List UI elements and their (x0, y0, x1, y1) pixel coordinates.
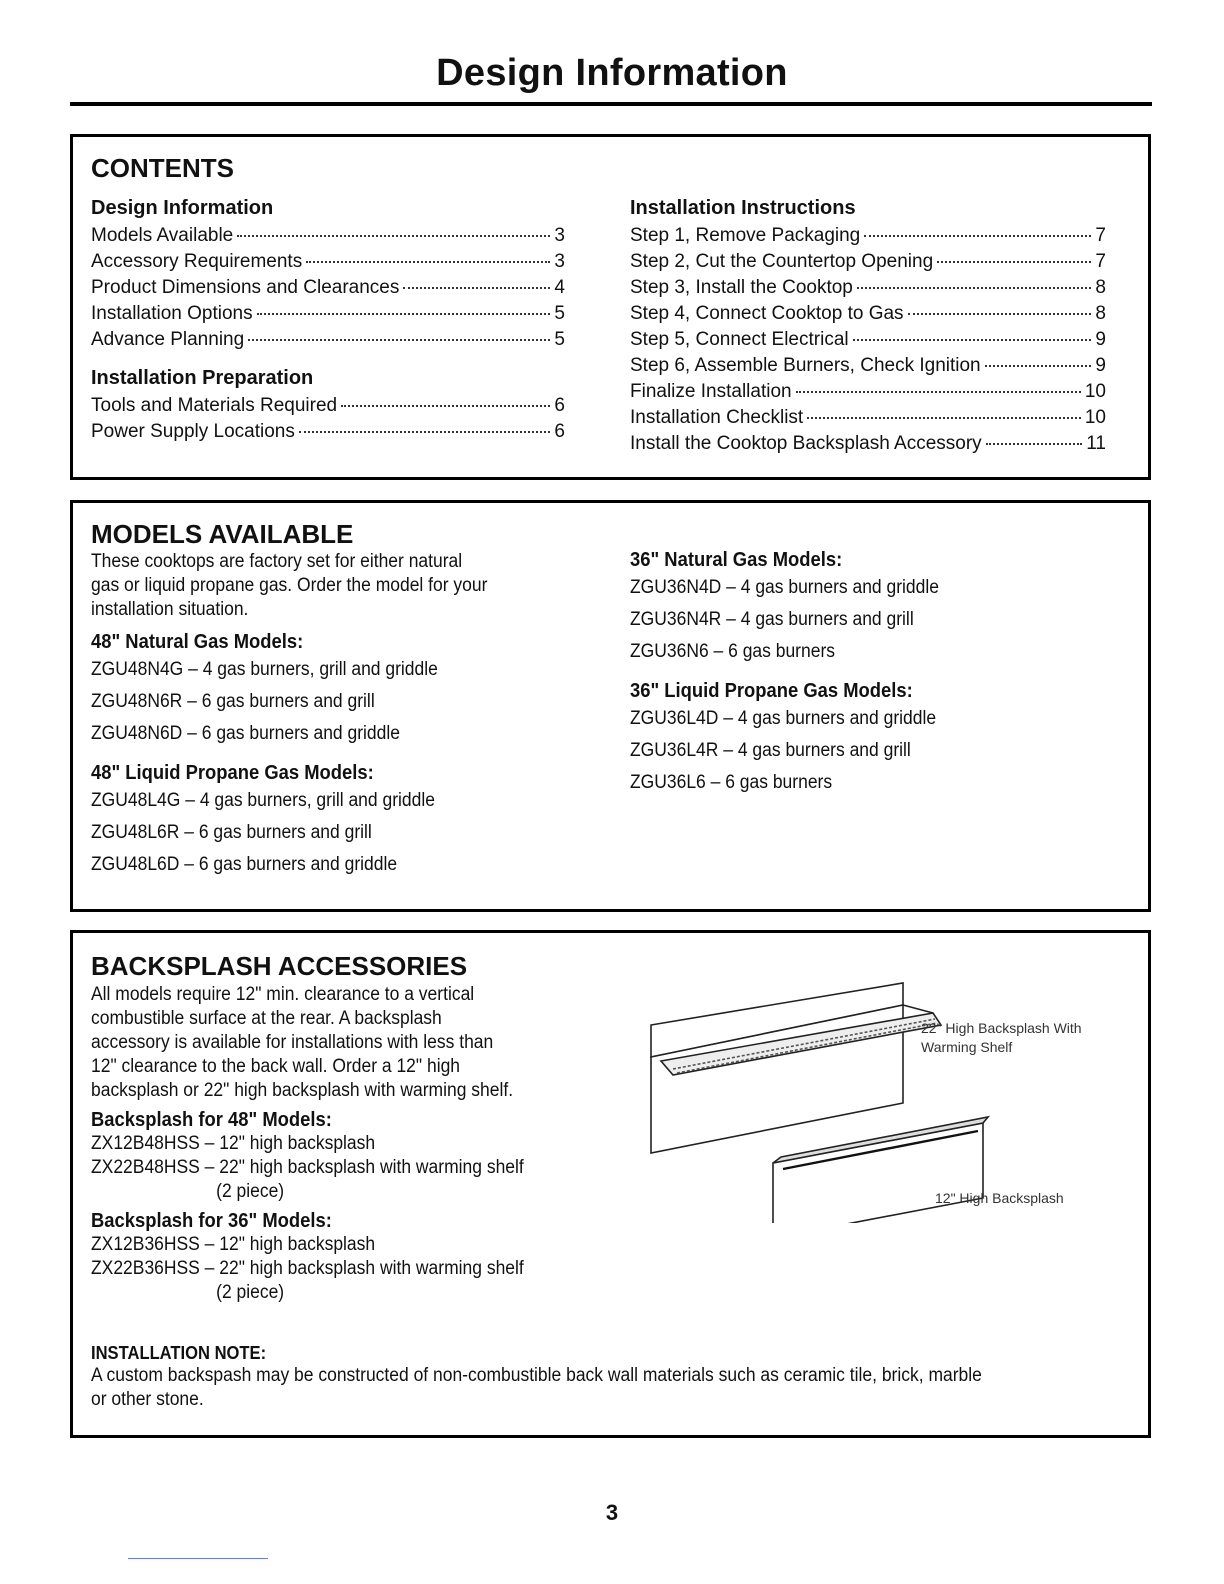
intro-line: installation situation. (91, 599, 249, 620)
toc-entry (91, 251, 565, 277)
intro-line: All models require 12" min. clearance to a vertical (91, 984, 475, 1005)
backsplash-item: (2 piece) (216, 1282, 285, 1303)
toc-leader-dots (908, 313, 1092, 315)
toc-entry-page: 9 (1095, 329, 1106, 350)
page-title: Design Information (436, 52, 788, 94)
toc-entry (630, 251, 1106, 277)
toc-entry (630, 277, 1106, 303)
backsplash-item: (2 piece) (216, 1181, 285, 1202)
note-line: A custom backspash may be constructed of non-combustible back wall materials such as ceramic tile, brick, marble (91, 1365, 982, 1386)
toc-entry-page: 5 (554, 303, 565, 324)
toc-entry (91, 421, 565, 447)
toc-entry-page: 10 (1084, 381, 1106, 402)
backsplash-item: ZX12B48HSS – 12" high backsplash (91, 1133, 376, 1154)
note-title: INSTALLATION NOTE: (91, 1343, 267, 1363)
model-item: ZGU48L6R – 6 gas burners and grill (91, 822, 372, 843)
toc-entry-title: Product Dimensions and Clearances (91, 277, 400, 298)
contents-right-column (630, 197, 1106, 459)
intro-line: These cooktops are factory set for either natural (91, 551, 463, 572)
intro-line: combustible surface at the rear. A backsplash (91, 1008, 442, 1029)
model-item: ZGU48N6R – 6 gas burners and grill (91, 691, 375, 712)
toc-entry (630, 407, 1106, 433)
toc-entry-title: Advance Planning (91, 329, 245, 350)
caption-12-high: 12" High Backsplash (935, 1190, 1064, 1206)
toc-entry-page: 3 (554, 251, 565, 272)
toc-group-heading: Design Information (91, 197, 274, 219)
caption-22-high (921, 1019, 1082, 1057)
toc-entry-title: Step 5, Connect Electrical (630, 329, 849, 350)
toc-entry (630, 329, 1106, 355)
intro-line: backsplash or 22" high backsplash with warming shelf. (91, 1080, 514, 1101)
model-item: ZGU36L4R – 4 gas burners and grill (630, 740, 911, 761)
toc-leader-dots (807, 417, 1081, 419)
toc-leader-dots (853, 339, 1092, 341)
toc-entry-title: Finalize Installation (630, 381, 792, 402)
model-group-heading: 36" Liquid Propane Gas Models: (630, 680, 913, 702)
toc-leader-dots (857, 287, 1092, 289)
installation-note (91, 1343, 1149, 1412)
toc-entry-title: Installation Options (91, 303, 253, 324)
toc-entry (630, 303, 1106, 329)
toc-leader-dots (299, 431, 551, 433)
model-item: ZGU48N6D – 6 gas burners and griddle (91, 723, 400, 744)
models-intro (91, 550, 487, 622)
toc-entry-page: 3 (554, 225, 565, 246)
toc-leader-dots (796, 391, 1081, 393)
toc-group-heading: Installation Instructions (630, 197, 856, 219)
note-line: or other stone. (91, 1389, 204, 1410)
backsplash-heading: BACKSPLASH ACCESSORIES (91, 951, 468, 981)
model-group-heading: 48" Liquid Propane Gas Models: (91, 762, 374, 784)
intro-line: 12" clearance to the back wall. Order a 12" high (91, 1056, 461, 1077)
backsplash-box (70, 930, 1151, 1438)
toc-leader-dots (403, 287, 550, 289)
intro-line: accessory is available for installations with less than (91, 1032, 494, 1053)
toc-group-heading: Installation Preparation (91, 367, 314, 389)
model-group-heading: 48" Natural Gas Models: (91, 631, 304, 653)
backsplash-group-heading: Backsplash for 48" Models: (91, 1109, 332, 1131)
model-item: ZGU36L6 – 6 gas burners (630, 772, 833, 793)
toc-entry-page: 8 (1095, 277, 1106, 298)
backsplash-item: ZX12B36HSS – 12" high backsplash (91, 1234, 376, 1255)
toc-entry-title: Installation Checklist (630, 407, 804, 428)
toc-leader-dots (237, 235, 550, 237)
models-left-column (91, 631, 438, 881)
models-right-column (630, 549, 939, 799)
toc-entry (630, 433, 1106, 459)
toc-entry (91, 277, 565, 303)
model-item: ZGU48N4G – 4 gas burners, grill and griddle (91, 659, 438, 680)
caption-line: Warming Shelf (921, 1039, 1013, 1055)
toc-list (91, 225, 565, 355)
toc-entry-page: 7 (1095, 251, 1106, 272)
toc-entry-title: Step 2, Cut the Countertop Opening (630, 251, 934, 272)
page-number: 3 (605, 1500, 619, 1525)
toc-entry-title: Install the Cooktop Backsplash Accessory (630, 433, 982, 454)
model-item: ZGU48L6D – 6 gas burners and griddle (91, 854, 398, 875)
toc-entry-title: Models Available (91, 225, 234, 246)
bottom-link-line (128, 1558, 268, 1559)
contents-heading: CONTENTS (91, 153, 234, 183)
models-box (70, 500, 1151, 912)
toc-leader-dots (985, 365, 1092, 367)
toc-entry-page: 8 (1095, 303, 1106, 324)
toc-entry-title: Power Supply Locations (91, 421, 295, 442)
contents-box (70, 134, 1151, 480)
toc-entry-title: Step 6, Assemble Burners, Check Ignition (630, 355, 981, 376)
toc-list (630, 225, 1106, 459)
caption-line: 22" High Backsplash With (921, 1020, 1082, 1036)
toc-entry-page: 6 (554, 421, 565, 442)
backsplash-group-heading: Backsplash for 36" Models: (91, 1210, 332, 1232)
toc-entry (91, 329, 565, 355)
model-item: ZGU36N4D – 4 gas burners and griddle (630, 577, 939, 598)
backsplash-text (91, 983, 524, 1305)
toc-leader-dots (248, 339, 550, 341)
backsplash-illustration (633, 963, 993, 1223)
toc-entry-page: 7 (1095, 225, 1106, 246)
toc-entry (630, 225, 1106, 251)
model-item: ZGU36N4R – 4 gas burners and grill (630, 609, 914, 630)
model-group-heading: 36" Natural Gas Models: (630, 549, 843, 571)
toc-entry (630, 381, 1106, 407)
toc-entry-page: 10 (1084, 407, 1106, 428)
toc-leader-dots (937, 261, 1091, 263)
toc-entry (91, 395, 565, 421)
model-item: ZGU48L4G – 4 gas burners, grill and griddle (91, 790, 435, 811)
toc-leader-dots (986, 443, 1083, 445)
toc-list (91, 395, 565, 447)
toc-leader-dots (306, 261, 550, 263)
toc-entry (91, 225, 565, 251)
intro-line: gas or liquid propane gas. Order the model for your (91, 575, 488, 596)
toc-entry-page: 11 (1086, 433, 1106, 454)
toc-entry (630, 355, 1106, 381)
toc-leader-dots (341, 405, 550, 407)
models-heading: MODELS AVAILABLE (91, 519, 354, 549)
toc-entry (91, 303, 565, 329)
toc-entry-title: Step 3, Install the Cooktop (630, 277, 853, 298)
toc-leader-dots (257, 313, 551, 315)
toc-entry-title: Step 4, Connect Cooktop to Gas (630, 303, 904, 324)
toc-entry-title: Tools and Materials Required (91, 395, 338, 416)
contents-left-column (91, 197, 565, 447)
toc-entry-page: 6 (554, 395, 565, 416)
toc-entry-title: Accessory Requirements (91, 251, 303, 272)
backsplash-item: ZX22B48HSS – 22" high backsplash with warming shelf (91, 1157, 524, 1178)
model-item: ZGU36N6 – 6 gas burners (630, 641, 836, 662)
title-rule (70, 102, 1152, 106)
toc-entry-page: 5 (554, 329, 565, 350)
toc-entry-title: Step 1, Remove Packaging (630, 225, 861, 246)
backsplash-item: ZX22B36HSS – 22" high backsplash with warming shelf (91, 1258, 524, 1279)
toc-entry-page: 4 (554, 277, 565, 298)
toc-leader-dots (864, 235, 1091, 237)
toc-entry-page: 9 (1095, 355, 1106, 376)
model-item: ZGU36L4D – 4 gas burners and griddle (630, 708, 937, 729)
